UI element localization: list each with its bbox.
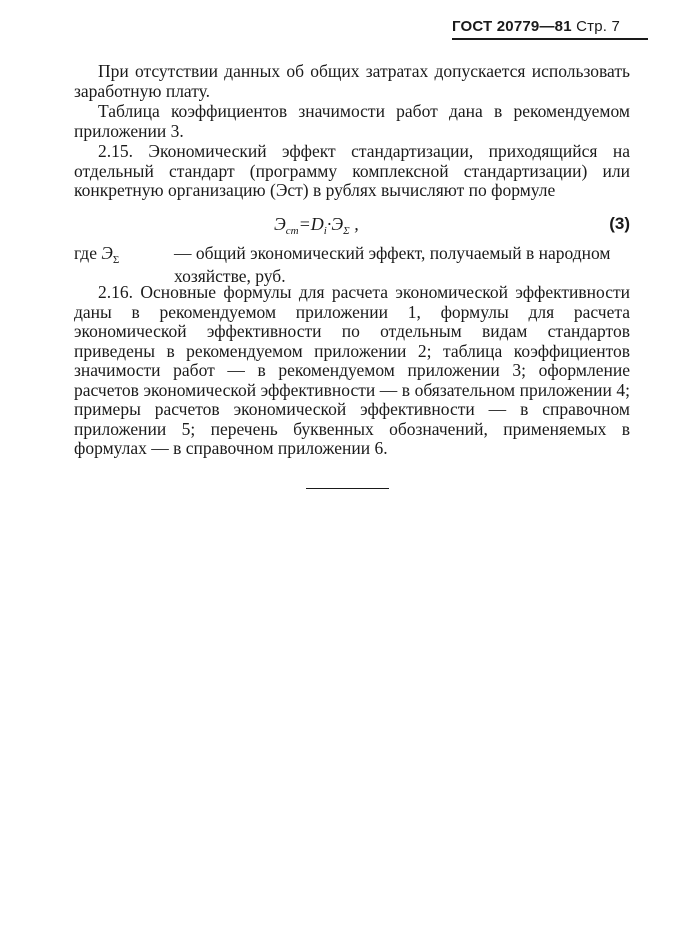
formula-rhs: Э [331, 214, 344, 234]
legend-term [74, 243, 174, 266]
page-number: Стр. 7 [576, 18, 621, 35]
formula-legend [74, 243, 630, 286]
formula-number: (3) [609, 214, 630, 233]
standard-number: ГОСТ 20779—81 [452, 18, 572, 35]
paragraph-2-16 [74, 283, 630, 459]
formula-eq: = [298, 214, 311, 234]
paragraph-coefficients [74, 102, 630, 141]
formula-d: D [310, 214, 324, 234]
formula-rhs-sub: Σ [343, 225, 350, 237]
formula-lhs: Э [274, 214, 286, 234]
separator-rule [306, 488, 389, 489]
paragraph-text: При отсутствии данных об общих затратах допускается использовать заработную плату. [74, 61, 630, 101]
formula-comma: , [349, 214, 359, 234]
page-header [452, 18, 648, 40]
formula-expression [274, 212, 359, 239]
formula-d-sub: i [323, 225, 327, 237]
legend-definition: — общий экономический эффект, получаемый в народном [174, 243, 611, 263]
paragraph-text: 2.15. Экономический эффект стандартизации, приходящийся на отдельный стандарт (программу комплексной стандартизации) или конкретную организацию (Эст) в рублях вычисляют по формуле [74, 141, 630, 200]
formula-lhs-sub: ст [285, 225, 299, 237]
formula-3 [74, 212, 630, 236]
legend-line-1 [74, 243, 630, 266]
legend-symbol: Э [101, 243, 113, 263]
paragraph-text: 2.16. Основные формулы для расчета экономической эффективности даны в рекомендуемом приложении 1, формулы для расчета экономической эффективности по отдельным видам стандартов приведены в рекомендуемом приложении 2; таблица коэффициентов значимости работ — в рекомендуемом приложении 3; оформление расчетов экономической эффективности — в обязательном приложении 4; примеры расчетов экономической эффективности — в справочном приложении 5; перечень буквенных обозначений, применяемых в формулах — в справочном приложении 6. [74, 282, 630, 458]
paragraph-2-15 [74, 142, 630, 201]
paragraph-text: Таблица коэффициентов значимости работ дана в рекомендуемом приложении 3. [74, 101, 630, 141]
legend-symbol-sub: Σ [112, 254, 120, 266]
paragraph-wages [74, 62, 630, 101]
legend-prefix: где [74, 243, 102, 263]
formula-dot: · [326, 214, 332, 234]
legend-line-2: хозяйстве, руб. [174, 266, 286, 286]
